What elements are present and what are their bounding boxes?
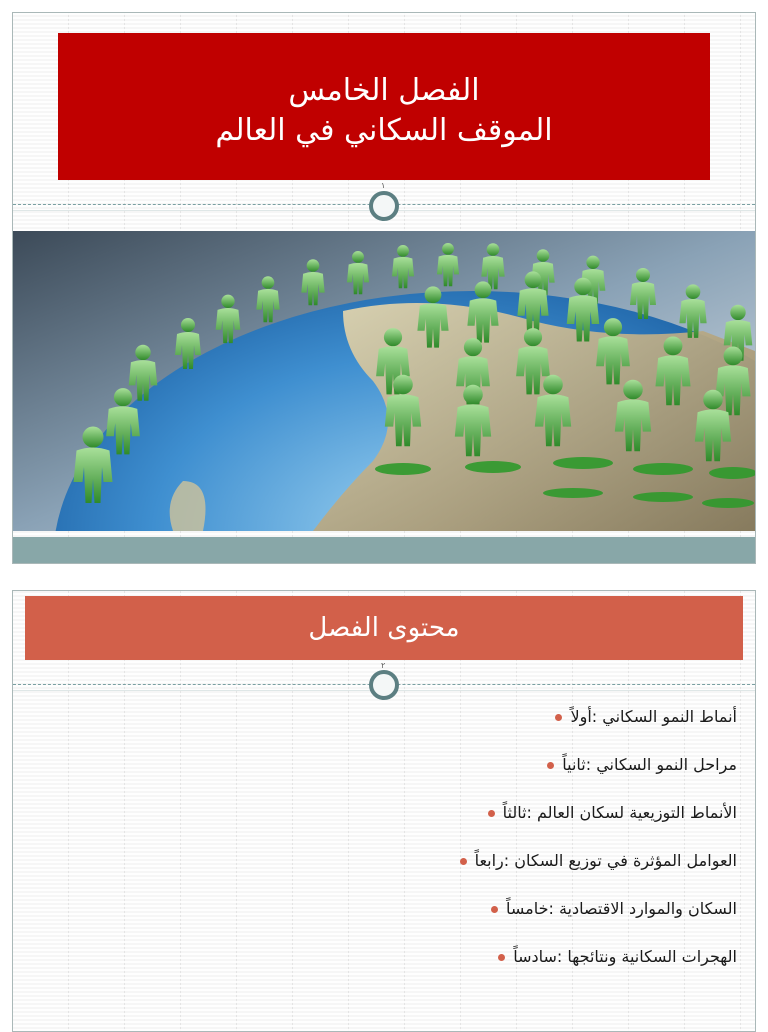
slide-1-title-box — [58, 33, 710, 180]
bullet-icon — [491, 906, 498, 913]
bullet-icon — [547, 762, 554, 769]
globe-people-image — [13, 231, 755, 531]
list-item-label: الهجرات السكانية ونتائجها :سادساً — [513, 947, 737, 966]
list-item — [33, 801, 737, 825]
bullet-icon — [488, 810, 495, 817]
list-item-label: أنماط النمو السكاني :أولاً — [570, 707, 737, 726]
slide-2-divider-ring-icon — [369, 670, 399, 700]
list-item — [33, 897, 737, 921]
list-item-label: مراحل النمو السكاني :ثانياً — [562, 755, 737, 774]
list-item — [33, 945, 737, 969]
slide-2-page-number: ٢ — [381, 661, 386, 670]
list-item — [33, 753, 737, 777]
slide-1-page-number: ١ — [381, 181, 386, 190]
slide-2-title: محتوى الفصل — [308, 613, 460, 643]
slide-1 — [12, 12, 756, 564]
bullet-icon — [460, 858, 467, 865]
chapter-contents-list — [33, 705, 737, 993]
bullet-icon — [555, 714, 562, 721]
slide-1-divider-ring-icon — [369, 191, 399, 221]
globe-people-illustration — [13, 231, 755, 531]
list-item-label: العوامل المؤثرة في توزيع السكان :رابعاً — [474, 851, 737, 870]
list-item-label: الأنماط التوزيعية لسكان العالم :ثالثاً — [502, 803, 737, 822]
slide-1-title-line-2: الموقف السكاني في العالم — [215, 113, 553, 148]
bullet-icon — [498, 954, 505, 961]
list-item — [33, 849, 737, 873]
slide-1-title-line-1: الفصل الخامس — [288, 73, 480, 108]
list-item-label: السكان والموارد الاقتصادية :خامساً — [506, 899, 737, 918]
list-item — [33, 705, 737, 729]
slide-2-title-box — [25, 596, 743, 660]
slide-2 — [12, 590, 756, 1032]
slide-1-footer-band — [13, 537, 755, 563]
